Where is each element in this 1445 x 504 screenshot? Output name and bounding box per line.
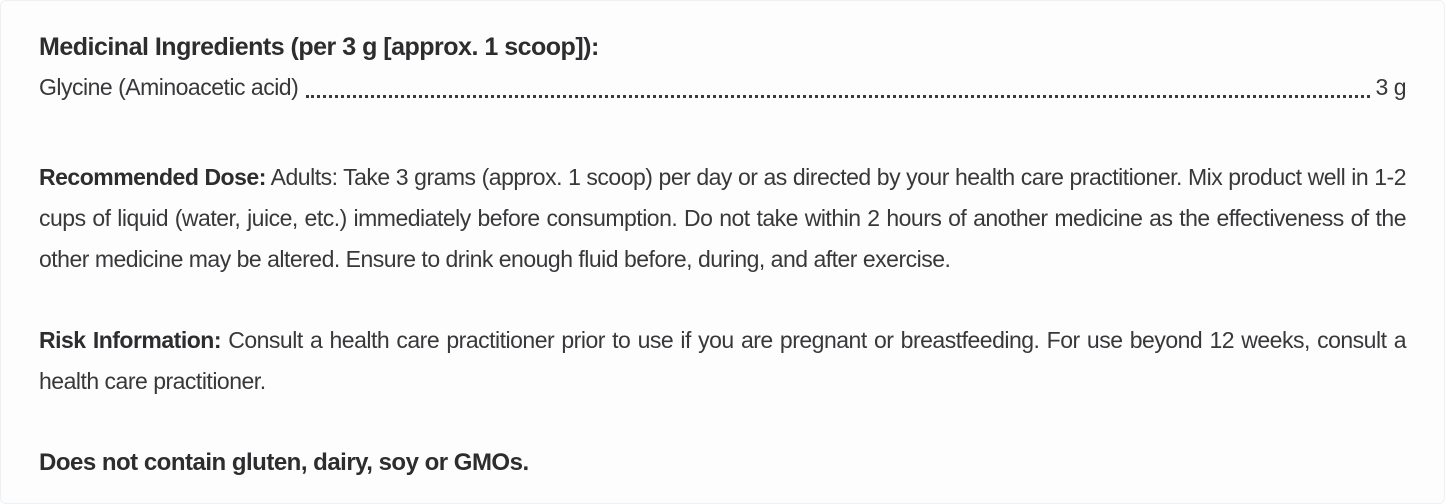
risk-information-text: Consult a health care practitioner prior to use if you are pregnant or breastfeeding. For use beyond 12 weeks, consult a health care practitioner. [39,327,1406,394]
recommended-dose-text: Adults: Take 3 grams (approx. 1 scoop) per day or as directed by your health care practitioner. Mix product well in 1-2 cups of liquid (water, juice, etc.) immediately before consumption. Do not take within 2 hours of another medicine as the effectiveness of the other medicine may be altered. Ensure to drink enough fluid before, during, and after exercise. [39,164,1407,272]
risk-information-label: Risk Information: [39,327,221,353]
recommended-dose-label: Recommended Dose: [39,164,266,190]
risk-information-paragraph [39,320,1406,402]
recommended-dose-paragraph [39,157,1406,280]
ingredient-row [39,67,1406,107]
dot-leader [306,95,1369,98]
allergen-note: Does not contain gluten, dairy, soy or GMOs. [39,449,529,476]
ingredient-name: Glycine (Aminoacetic acid) [39,74,299,100]
ingredient-amount: 3 g [1375,74,1406,100]
medicinal-ingredients-heading: Medicinal Ingredients (per 3 g [approx. 1 scoop]): [39,33,599,61]
